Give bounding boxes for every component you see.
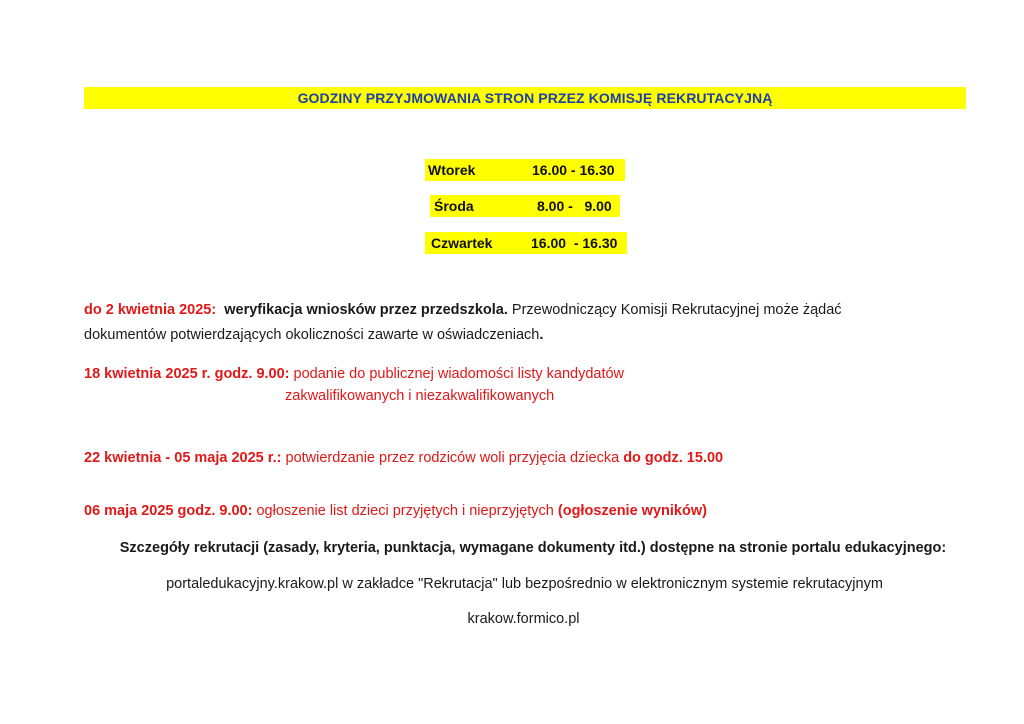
schedule-item-verification <box>84 302 842 318</box>
schedule-text: ogłoszenie list dzieci przyjętych i nieprzyjętych <box>252 503 558 519</box>
hours-time: 8.00 - 9.00 <box>537 198 612 214</box>
schedule-period: . <box>539 327 544 343</box>
schedule-date: 22 kwietnia - 05 maja 2025 r.: <box>84 450 282 466</box>
schedule-deadline: do godz. 15.00 <box>623 450 724 466</box>
schedule-text: potwierdzanie przez rodziców woli przyjęcia dziecka <box>281 450 624 466</box>
title-banner <box>84 87 966 109</box>
page-title: GODZINY PRZYJMOWANIA STRON PRZEZ KOMISJĘ REKRUTACYJNĄ <box>297 90 773 106</box>
schedule-text: Przewodniczący Komisji Rekrutacyjnej może żądać <box>507 302 842 318</box>
hours-row-thursday <box>425 232 627 254</box>
portal-line: portaledukacyjny.krakow.pl w zakładce "Rekrutacja" lub bezpośrednio w elektronicznym systemie rekrutacyjnym <box>166 576 883 592</box>
schedule-item-lists-cont <box>285 388 554 404</box>
schedule-date: 18 kwietnia 2025 r. godz. 9.00: <box>84 366 290 382</box>
schedule-item-confirmation <box>84 450 723 466</box>
details-line: Szczegóły rekrutacji (zasady, kryteria, punktacja, wymagane dokumenty itd.) dostępne na stronie portalu edukacyjnego: <box>119 540 947 556</box>
schedule-text: zakwalifikowanych i niezakwalifikowanych <box>285 388 555 404</box>
schedule-results-note: (ogłoszenie wyników) <box>557 503 707 519</box>
schedule-bold-text: weryfikacja wniosków przez przedszkola. <box>224 302 508 318</box>
hours-time: 16.00 - 16.30 <box>532 162 615 178</box>
schedule-item-verification-cont <box>84 327 543 343</box>
schedule-item-lists <box>84 366 624 382</box>
schedule-item-results <box>84 503 707 519</box>
hours-day: Czwartek <box>431 235 493 251</box>
schedule-text: dokumentów potwierdzających okoliczności zawarte w oświadczeniach <box>84 327 540 343</box>
hours-day: Wtorek <box>428 162 476 178</box>
schedule-date: do 2 kwietnia 2025: <box>84 302 217 318</box>
hours-row-wednesday <box>430 195 620 217</box>
system-url: krakow.formico.pl <box>467 611 580 627</box>
schedule-text: podanie do publicznej wiadomości listy kandydatów <box>289 366 625 382</box>
schedule-date: 06 maja 2025 godz. 9.00: <box>84 503 253 519</box>
hours-row-tuesday <box>425 159 625 181</box>
hours-day: Środa <box>434 198 474 214</box>
hours-time: 16.00 - 16.30 <box>531 235 618 251</box>
